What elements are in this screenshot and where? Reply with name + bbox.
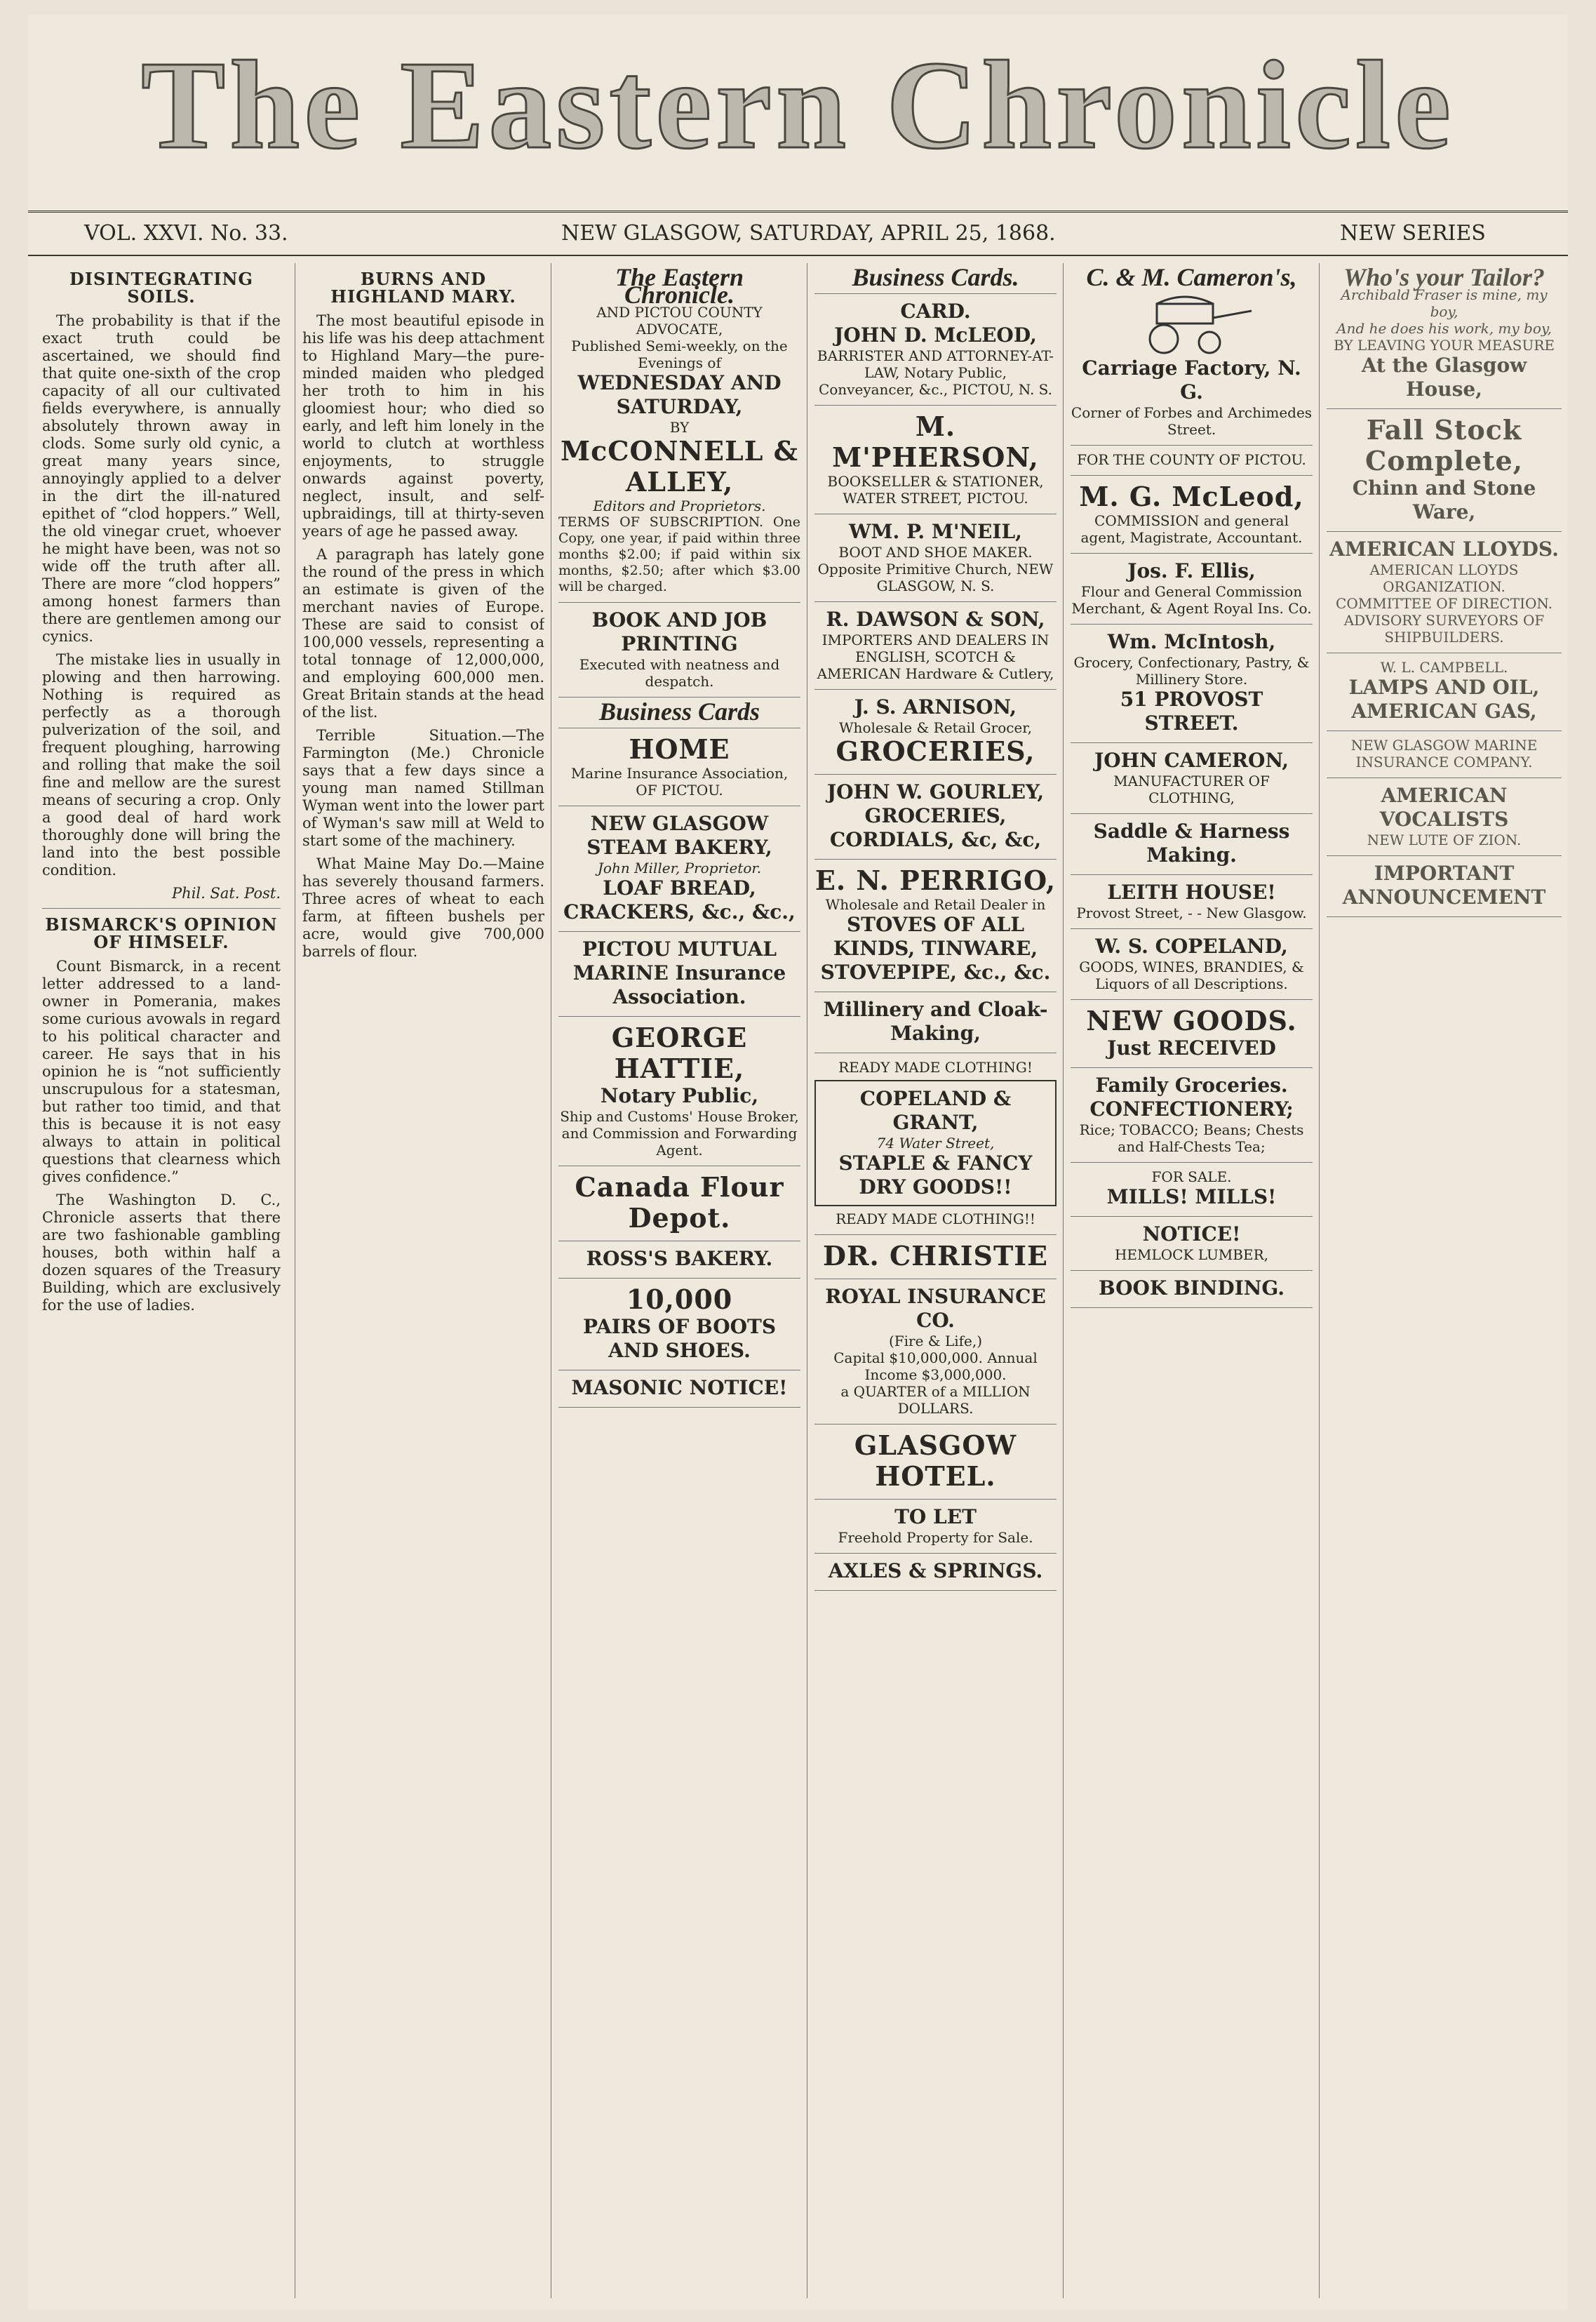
mneil-ad bbox=[814, 514, 1057, 602]
ad-title: AMERICAN LLOYDS. bbox=[1329, 538, 1559, 561]
christie-ad bbox=[814, 1235, 1057, 1279]
article-paragraph: The probability is that if the exact truth could be ascertained, we should find that quite one-sixth of the crop capacity of all our cultivated fields everywhere, is annually absolutely thrown away in clods. Some surly old cynic, a great many years since, annoyingly applied to a delver in the dirt the ill-natured epithet of “clod hoppers.” Well, the old vinegar cruet, whoever he might have been, was not so wide off the truth after all. There are more “clod hoppers” among honest farmers than there are gentlemen among our cynics. bbox=[42, 312, 281, 645]
ad-goods: GROCERIES, CORDIALS, &c, &c, bbox=[829, 804, 1042, 851]
ws-copeland-ad bbox=[1071, 929, 1313, 1000]
vocalists-ad bbox=[1327, 778, 1562, 856]
ad-role: Notary Public, bbox=[600, 1084, 759, 1107]
column-2 bbox=[295, 263, 544, 2298]
saddle-ad bbox=[1071, 814, 1313, 875]
ad-sub: Marine Insurance Association, OF PICTOU. bbox=[570, 765, 789, 799]
ad-title: Saddle & Harness Making. bbox=[1093, 820, 1290, 867]
column-5 bbox=[1063, 263, 1313, 2298]
paper-name: The Eastern Chronicle. bbox=[615, 263, 744, 309]
ad-title: HOME bbox=[629, 733, 730, 765]
article-heading: BISMARCK'S OPINION OF HIMSELF. bbox=[45, 914, 278, 952]
campbell-ad bbox=[1327, 653, 1562, 731]
ad-goods: GROCERIES, bbox=[836, 735, 1035, 767]
ad-sub: Just RECEIVED bbox=[1107, 1036, 1276, 1060]
ad-sub: Grocery, Confectionary, Pastry, & Millinery Store. bbox=[1073, 654, 1310, 688]
subscription-terms: TERMS OF SUBSCRIPTION. One Copy, one year, if paid within three months $2.00; if paid within six months, $2.50; after which $3.00 will be charged. bbox=[558, 514, 800, 594]
to-let-ad bbox=[814, 1500, 1057, 1554]
mpherson-ad bbox=[814, 406, 1057, 514]
ad-line: READY MADE CLOTHING!! bbox=[836, 1210, 1035, 1227]
ad-title: JOHN D. McLEOD, bbox=[834, 323, 1037, 347]
info-bar bbox=[28, 211, 1568, 256]
notice-ad bbox=[1071, 1217, 1313, 1271]
column-6 bbox=[1319, 263, 1562, 2298]
ad-address: Corner of Forbes and Archimedes Street. bbox=[1071, 404, 1313, 438]
mills-ad bbox=[1071, 1163, 1313, 1217]
ad-count: 10,000 bbox=[626, 1283, 733, 1315]
family-groceries-ad bbox=[1071, 1068, 1313, 1163]
mcleod-card bbox=[814, 294, 1057, 406]
ad-title: GEORGE HATTIE, bbox=[611, 1022, 748, 1084]
ad-title: M. M'PHERSON, bbox=[832, 411, 1039, 473]
ad-title: ROSS'S BAKERY. bbox=[586, 1247, 773, 1270]
ad-title: NEW GLASGOW MARINE INSURANCE COMPANY. bbox=[1350, 737, 1538, 770]
article-heading: DISINTEGRATING SOILS. bbox=[69, 269, 253, 307]
ad-sub: At the Glasgow House, bbox=[1361, 354, 1527, 401]
ad-title: NEW GLASGOW STEAM BAKERY, bbox=[586, 812, 772, 859]
column-3 bbox=[551, 263, 800, 2298]
column-1 bbox=[42, 263, 281, 2298]
ad-sub: COMMITTEE OF DIRECTION. bbox=[1336, 595, 1553, 612]
ad-goods: GOODS, WINES, BRANDIES, & Liquors of all Descriptions. bbox=[1079, 959, 1304, 992]
mutual-insurance-ad bbox=[558, 932, 800, 1017]
series-label: NEW SERIES bbox=[1340, 221, 1486, 246]
masonic-ad bbox=[558, 1370, 800, 1408]
ad-title: COPELAND & GRANT, bbox=[859, 1087, 1012, 1134]
ad-sub: BOOKSELLER & STATIONER, WATER STREET, PICTOU. bbox=[827, 473, 1044, 507]
ad-sub: IMPORTERS AND DEALERS IN ENGLISH, SCOTCH & AMERICAN Hardware & Cutlery, bbox=[817, 632, 1054, 682]
ad-sub: MANUFACTURER OF CLOTHING, bbox=[1113, 773, 1270, 806]
ad-sub: LAMPS AND OIL, AMERICAN GAS, bbox=[1348, 676, 1540, 723]
ad-title: Millinery and Cloak-Making, bbox=[823, 998, 1048, 1045]
ad-line: FOR SALE. bbox=[1151, 1168, 1232, 1185]
ad-title: C. & M. Cameron's, bbox=[1086, 263, 1297, 291]
column-4 bbox=[807, 263, 1057, 2298]
ad-title: Family Groceries. bbox=[1095, 1074, 1288, 1097]
ad-title: MASONIC NOTICE! bbox=[571, 1376, 788, 1399]
axles-ad bbox=[814, 1554, 1057, 1591]
perrigo-ad bbox=[814, 860, 1057, 992]
ad-sub: COMMISSION and general agent, Magistrate, Accountant. bbox=[1080, 512, 1303, 546]
ad-losses: a QUARTER of a MILLION DOLLARS. bbox=[840, 1383, 1031, 1417]
ad-title: DR. CHRISTIE bbox=[823, 1240, 1048, 1272]
book-binding-ad bbox=[1071, 1271, 1313, 1308]
fall-stock-ad bbox=[1327, 409, 1562, 532]
bakery-ad bbox=[558, 806, 800, 932]
ad-title: Who's your Tailor? bbox=[1343, 263, 1545, 291]
lloyds-ad bbox=[1327, 532, 1562, 653]
article-paragraph: The Washington D. C., Chronicle asserts that there are two fashionable gambling houses, both within half a dozen squares of the Treasury Building, which are exclusively for the use of ladies. bbox=[42, 1192, 281, 1314]
divider bbox=[42, 908, 281, 909]
publishers: McCONNELL & ALLEY, bbox=[561, 435, 798, 498]
ad-title: JOHN W. GOURLEY, bbox=[826, 780, 1045, 803]
section-title: Business Cards. bbox=[852, 263, 1019, 291]
ad-sub: Chinn and Stone Ware, bbox=[1352, 476, 1536, 523]
ad-goods: STAPLE & FANCY DRY GOODS!! bbox=[838, 1152, 1033, 1199]
john-cameron-ad bbox=[1071, 743, 1313, 814]
ad-goods: LOAF BREAD, CRACKERS, &c., &c., bbox=[563, 876, 796, 923]
ad-title: Fall Stock Complete, bbox=[1365, 414, 1523, 476]
job-sub: Executed with neatness and despatch. bbox=[579, 656, 780, 690]
ad-sub: ADVISORY SURVEYORS OF SHIPBUILDERS. bbox=[1343, 612, 1545, 646]
ad-sub: HEMLOCK LUMBER, bbox=[1114, 1246, 1269, 1263]
flour-ad bbox=[558, 1166, 800, 1241]
ad-capital: Capital $10,000,000. Annual Income $3,000,000. bbox=[833, 1349, 1038, 1383]
arnison-ad bbox=[814, 690, 1057, 775]
volume-number: VOL. XXVI. No. 33. bbox=[84, 221, 288, 246]
article-paragraph: The most beautiful episode in his life was his deep attachment to Highland Mary—the pure-minded maiden who pledged her troth to him in his gloomiest hour; who died so early, and left him lonely in the world to clutch at worthless enjoyments, to struggle onwards against poverty, neglect, insult, and self-upbraidings, till at thirty-seven years of age he passed away. bbox=[302, 312, 544, 540]
ad-title: LEITH HOUSE! bbox=[1107, 881, 1276, 904]
ad-sub: (Fire & Life,) bbox=[888, 1333, 983, 1349]
hotel-ad bbox=[814, 1424, 1057, 1500]
insurance-company-ad bbox=[1327, 731, 1562, 778]
gourley-ad bbox=[814, 775, 1057, 860]
ad-address: 51 PROVOST STREET. bbox=[1120, 688, 1263, 735]
ad-title: W. S. COPELAND, bbox=[1095, 935, 1288, 958]
ad-title: IMPORTANT ANNOUNCEMENT bbox=[1342, 862, 1546, 909]
ad-address: Provost Street, - - New Glasgow. bbox=[1076, 905, 1307, 921]
business-cards-heading bbox=[558, 698, 800, 728]
ad-goods: CONFECTIONERY; bbox=[1089, 1097, 1294, 1121]
announcement-ad bbox=[1327, 856, 1562, 917]
newspaper-page bbox=[28, 14, 1568, 2309]
ad-title: BOOK BINDING. bbox=[1098, 1276, 1285, 1300]
article-source: Phil. Sat. Post. bbox=[172, 885, 281, 902]
ad-title: PICTOU MUTUAL MARINE Insurance Association. bbox=[572, 938, 786, 1008]
tailor-ad bbox=[1327, 263, 1562, 409]
article-paragraph: Terrible Situation.—The Farmington (Me.) Chronicle says that a few days since a young man named Stillman Wyman went into the lower part of Wyman's saw mill at Weld to start some of the machinery. bbox=[302, 727, 544, 849]
ross-bakery-ad bbox=[558, 1241, 800, 1279]
ad-title: NOTICE! bbox=[1142, 1222, 1241, 1246]
job-title: BOOK AND JOB PRINTING bbox=[591, 608, 767, 655]
new-goods-ad bbox=[1071, 1000, 1313, 1068]
millinery-ad bbox=[814, 992, 1057, 1053]
ad-title: Wm. McIntosh, bbox=[1107, 630, 1276, 653]
ad-sub: Wholesale and Retail Dealer in bbox=[825, 896, 1046, 913]
masthead bbox=[28, 28, 1568, 182]
article-paragraph: What Maine May Do.—Maine has severely thousand farmers. Three acres of wheat to each farm, at fifteen bushels per acre, would give 700,000 barrels of flour. bbox=[302, 855, 544, 960]
article-paragraph: The mistake lies in usually in plowing and then harrowing. Nothing is required as perfectly as a thorough pulverization of the soil, and frequent ploughing, harrowing and rolling that make the soil fine and mellow are the surest means of securing a crop. Only a good deal of hard work thoroughly done will bring the land into the best possible condition. bbox=[42, 651, 281, 879]
ad-title: WM. P. M'NEIL, bbox=[849, 520, 1022, 543]
pub-by: BY bbox=[669, 419, 690, 436]
mg-mcleod-ad bbox=[1071, 476, 1313, 554]
dateline: NEW GLASGOW, SATURDAY, APRIL 25, 1868. bbox=[561, 221, 1056, 246]
ad-sub: John Miller, Proprietor. bbox=[597, 860, 762, 876]
ad-sub: BOOT AND SHOE MAKER. Opposite Primitive Church, NEW GLASGOW, N. S. bbox=[817, 544, 1054, 594]
copeland-grant-ad bbox=[814, 1053, 1057, 1235]
ad-goods: Rice; TOBACCO; Beans; Chests and Half-Chests Tea; bbox=[1079, 1121, 1304, 1155]
ad-title: AMERICAN VOCALISTS bbox=[1379, 784, 1509, 831]
royal-insurance-ad bbox=[814, 1279, 1057, 1424]
cameron-ad bbox=[1071, 263, 1313, 446]
ad-sub: AMERICAN LLOYDS ORGANIZATION. bbox=[1369, 561, 1519, 595]
ad-line: Archibald Fraser is mine, my boy, bbox=[1341, 286, 1548, 320]
ad-title: Canada Flour Depot. bbox=[575, 1171, 784, 1234]
pub-line: Published Semi-weekly, on the Evenings of bbox=[571, 338, 788, 371]
copeland-box bbox=[814, 1080, 1057, 1206]
ad-line: FOR THE COUNTY OF PICTOU. bbox=[1077, 451, 1306, 468]
ad-sub: Ship and Customs' House Broker, and Commission and Forwarding Agent. bbox=[560, 1108, 799, 1159]
county-line bbox=[1071, 446, 1313, 476]
ad-title: AXLES & SPRINGS. bbox=[828, 1559, 1043, 1582]
ad-sub: Freehold Property for Sale. bbox=[838, 1529, 1033, 1546]
section-heading bbox=[814, 263, 1057, 294]
mcintosh-ad bbox=[1071, 625, 1313, 743]
ad-sub: NEW LUTE OF ZION. bbox=[1367, 832, 1522, 848]
ad-line: And he does his work, my boy, bbox=[1336, 320, 1552, 337]
ad-sub: BARRISTER AND ATTORNEY-AT-LAW, Notary Public, Conveyancer, &c., PICTOU, N. S. bbox=[817, 347, 1054, 398]
ad-sub: Wholesale & Retail Grocer, bbox=[839, 719, 1032, 736]
pub-line: AND PICTOU COUNTY ADVOCATE, bbox=[596, 304, 763, 338]
ad-sub: Flour and General Commission Merchant, & Agent Royal Ins. Co. bbox=[1071, 583, 1312, 617]
ad-title: R. DAWSON & SON, bbox=[826, 608, 1045, 631]
leith-ad bbox=[1071, 875, 1313, 929]
ad-sub: Carriage Factory, N. G. bbox=[1082, 356, 1301, 403]
ad-title: NEW GOODS. bbox=[1086, 1005, 1297, 1036]
ad-line: READY MADE CLOTHING! bbox=[838, 1059, 1033, 1076]
ad-address: 74 Water Street, bbox=[876, 1135, 995, 1152]
pub-days: WEDNESDAY AND SATURDAY, bbox=[577, 371, 782, 418]
ad-goods: STOVES OF ALL KINDS, TINWARE, STOVEPIPE, &c., &c. bbox=[820, 913, 1051, 984]
article-paragraph: A paragraph has lately gone the round of the press in which an estimate is given of the merchant navies of Europe. These are said to consist of 100,000 vessels, representing a total tonnage of 12,000,000, and employing 600,000 men. Great Britain stands at the head of the list. bbox=[302, 546, 544, 721]
ad-title: Jos. F. Ellis, bbox=[1127, 559, 1256, 582]
job-printing-ad bbox=[558, 603, 800, 698]
ad-title: W. L. CAMPBELL. bbox=[1380, 659, 1508, 676]
ad-title: PAIRS OF BOOTS AND SHOES. bbox=[582, 1315, 777, 1362]
ellis-ad bbox=[1071, 554, 1313, 625]
hattie-ad bbox=[558, 1017, 800, 1166]
ad-title: JOHN CAMERON, bbox=[1094, 749, 1289, 772]
ad-title: MILLS! MILLS! bbox=[1106, 1185, 1277, 1208]
ad-title: ROYAL INSURANCE CO. bbox=[825, 1285, 1046, 1332]
article-paragraph: Count Bismarck, in a recent letter addressed to a land-owner in Pomerania, makes some curious avowals in regard to his political character and career. He says that in his opinion he is “not sufficiently unscrupulous for a statesman, but rather too timid, and that this is because it is not easy always to attain in political questions that clearness which gives confidence.” bbox=[42, 958, 281, 1185]
ad-line: BY LEAVING YOUR MEASURE bbox=[1333, 337, 1555, 354]
carriage-icon bbox=[1122, 286, 1262, 356]
ad-title: TO LET bbox=[894, 1505, 977, 1528]
ad-title: GLASGOW HOTEL. bbox=[854, 1429, 1017, 1492]
masthead-title: The Eastern Chronicle bbox=[141, 35, 1455, 175]
ad-title: J. S. ARNISON, bbox=[854, 695, 1017, 719]
section-title: Business Cards bbox=[598, 698, 760, 726]
dawson-ad bbox=[814, 602, 1057, 690]
publisher-notice bbox=[558, 263, 800, 603]
publishers-role: Editors and Proprietors. bbox=[593, 498, 766, 514]
ad-title: M. G. McLeod, bbox=[1079, 481, 1304, 512]
ad-title: E. N. PERRIGO, bbox=[814, 865, 1057, 896]
card-title: CARD. bbox=[900, 300, 971, 323]
home-insurance-ad bbox=[558, 728, 800, 806]
article-heading: BURNS AND HIGHLAND MARY. bbox=[330, 269, 516, 307]
boots-ad bbox=[558, 1279, 800, 1370]
